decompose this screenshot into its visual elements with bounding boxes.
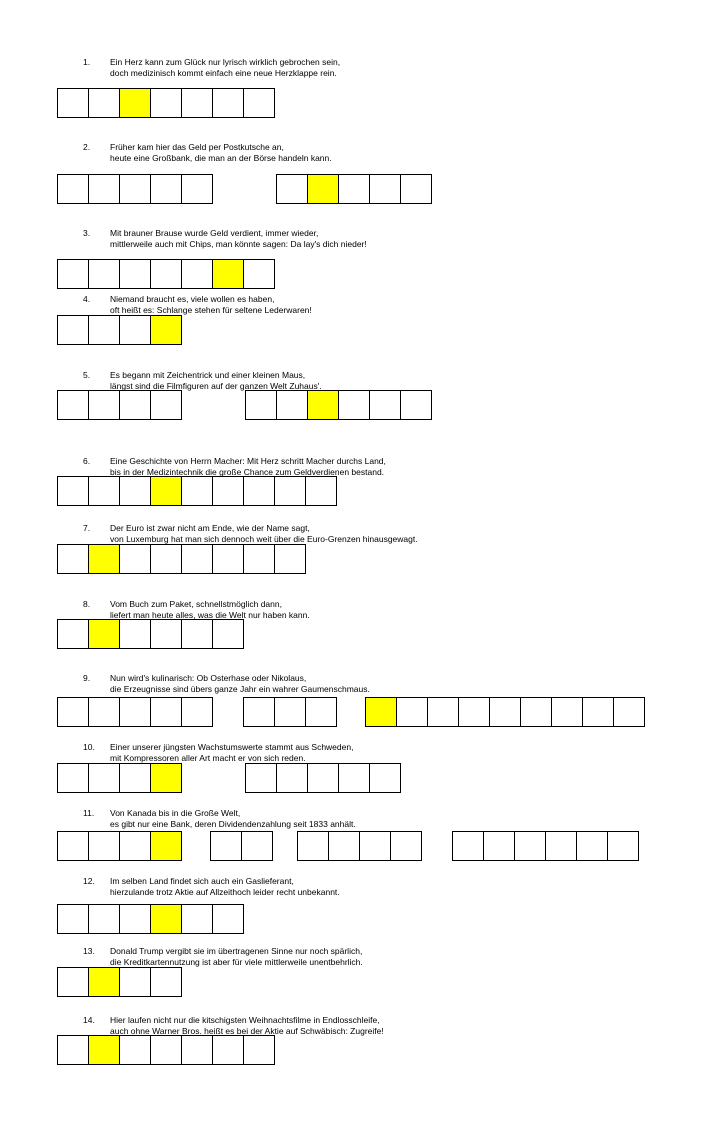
answer-word	[452, 831, 639, 861]
clue-text	[110, 57, 340, 79]
clue-number: 11.	[83, 808, 95, 818]
clue-text	[110, 142, 332, 164]
solution-letter-cell[interactable]	[120, 89, 151, 117]
letter-cell[interactable]	[58, 545, 89, 573]
clue-number: 6.	[83, 456, 91, 466]
clue-text	[110, 808, 356, 830]
solution-letter-cell[interactable]	[89, 545, 120, 573]
answer-word	[57, 544, 306, 574]
clue-number: 9.	[83, 673, 91, 683]
clue-text	[110, 599, 310, 621]
letter-cell[interactable]	[244, 1036, 275, 1064]
letter-cell[interactable]	[213, 905, 244, 933]
letter-cell[interactable]	[58, 316, 89, 344]
letter-cell[interactable]	[182, 620, 213, 648]
letter-cell[interactable]	[120, 1036, 151, 1064]
letter-cell[interactable]	[182, 477, 213, 505]
letter-cell[interactable]	[120, 620, 151, 648]
letter-cell[interactable]	[244, 89, 275, 117]
letter-cell[interactable]	[546, 832, 577, 860]
answer-word	[365, 697, 645, 727]
letter-cell[interactable]	[244, 698, 275, 726]
answer-word	[57, 88, 275, 118]
answer-word	[245, 763, 401, 793]
clue-line: hierzulande trotz Aktie auf Allzeithoch leider recht unbekannt.	[110, 887, 340, 897]
clue-line: doch medizinisch kommt einfach eine neue Herzklappe rein.	[110, 68, 337, 78]
solution-letter-cell[interactable]	[89, 968, 120, 996]
clue-line: Früher kam hier das Geld per Postkutsche an,	[110, 142, 284, 152]
letter-cell[interactable]	[58, 175, 89, 203]
clue-line: liefert man heute alles, was die Welt nur haben kann.	[110, 610, 310, 620]
letter-cell[interactable]	[120, 260, 151, 288]
letter-cell[interactable]	[151, 968, 182, 996]
clue-number: 1.	[83, 57, 91, 67]
letter-cell[interactable]	[89, 698, 120, 726]
letter-cell[interactable]	[89, 832, 120, 860]
letter-cell[interactable]	[213, 620, 244, 648]
letter-cell[interactable]	[459, 698, 490, 726]
clue-line: heute eine Großbank, die man an der Börse handeln kann.	[110, 153, 332, 163]
letter-cell[interactable]	[277, 391, 308, 419]
letter-cell[interactable]	[308, 764, 339, 792]
clue-line: die Erzeugnisse sind übers ganze Jahr ein wahrer Gaumenschmaus.	[110, 684, 370, 694]
clue-number: 8.	[83, 599, 91, 609]
letter-cell[interactable]	[577, 832, 608, 860]
letter-cell[interactable]	[151, 175, 182, 203]
letter-cell[interactable]	[151, 89, 182, 117]
clue-text	[110, 294, 312, 316]
letter-cell[interactable]	[89, 391, 120, 419]
clue-line: oft heißt es: Schlange stehen für seltene Lederwaren!	[110, 305, 312, 315]
letter-cell[interactable]	[614, 698, 645, 726]
answer-word	[57, 315, 182, 345]
answer-word	[57, 697, 213, 727]
solution-letter-cell[interactable]	[151, 905, 182, 933]
letter-cell[interactable]	[58, 905, 89, 933]
letter-cell[interactable]	[401, 175, 432, 203]
clue-line: Von Kanada bis in die Große Welt,	[110, 808, 241, 818]
letter-cell[interactable]	[58, 477, 89, 505]
letter-cell[interactable]	[151, 545, 182, 573]
answer-word	[243, 697, 337, 727]
answer-word	[245, 390, 432, 420]
clue-line: Nun wird's kulinarisch: Ob Osterhase oder Nikolaus,	[110, 673, 307, 683]
letter-cell[interactable]	[329, 832, 360, 860]
letter-cell[interactable]	[151, 391, 182, 419]
letter-cell[interactable]	[370, 391, 401, 419]
letter-cell[interactable]	[213, 545, 244, 573]
letter-cell[interactable]	[397, 698, 428, 726]
letter-cell[interactable]	[515, 832, 546, 860]
letter-cell[interactable]	[120, 545, 151, 573]
answer-word	[57, 619, 244, 649]
letter-cell[interactable]	[213, 1036, 244, 1064]
clue-text	[110, 523, 418, 545]
letter-cell[interactable]	[182, 89, 213, 117]
clue-line: Mit brauner Brause wurde Geld verdient, immer wieder,	[110, 228, 319, 238]
solution-letter-cell[interactable]	[151, 477, 182, 505]
letter-cell[interactable]	[58, 832, 89, 860]
letter-cell[interactable]	[182, 698, 213, 726]
letter-cell[interactable]	[120, 764, 151, 792]
letter-cell[interactable]	[151, 260, 182, 288]
clue-line: Im selben Land findet sich auch ein Gaslieferant,	[110, 876, 294, 886]
letter-cell[interactable]	[370, 175, 401, 203]
letter-cell[interactable]	[89, 477, 120, 505]
clue-line: Niemand braucht es, viele wollen es haben,	[110, 294, 275, 304]
letter-cell[interactable]	[552, 698, 583, 726]
solution-letter-cell[interactable]	[89, 620, 120, 648]
clue-line: Es begann mit Zeichentrick und einer kleinen Maus,	[110, 370, 306, 380]
letter-cell[interactable]	[58, 968, 89, 996]
letter-cell[interactable]	[246, 764, 277, 792]
answer-word	[57, 763, 182, 793]
clue-line: Vom Buch zum Paket, schnellstmöglich dann,	[110, 599, 282, 609]
letter-cell[interactable]	[306, 477, 337, 505]
letter-cell[interactable]	[360, 832, 391, 860]
clue-text	[110, 370, 322, 392]
clue-line: Einer unserer jüngsten Wachstumswerte stammt aus Schweden,	[110, 742, 354, 752]
letter-cell[interactable]	[58, 89, 89, 117]
clue-line: Der Euro ist zwar nicht am Ende, wie der Name sagt,	[110, 523, 310, 533]
letter-cell[interactable]	[151, 1036, 182, 1064]
letter-cell[interactable]	[151, 698, 182, 726]
letter-cell[interactable]	[89, 260, 120, 288]
letter-cell[interactable]	[428, 698, 459, 726]
clue-text	[110, 456, 386, 478]
letter-cell[interactable]	[89, 764, 120, 792]
solution-letter-cell[interactable]	[308, 175, 339, 203]
letter-cell[interactable]	[182, 175, 213, 203]
letter-cell[interactable]	[120, 316, 151, 344]
clue-text	[110, 673, 370, 695]
letter-cell[interactable]	[89, 905, 120, 933]
letter-cell[interactable]	[298, 832, 329, 860]
answer-word	[57, 174, 213, 204]
letter-cell[interactable]	[339, 391, 370, 419]
clue-line: mit Kompressoren aller Art macht er von sich reden.	[110, 753, 306, 763]
letter-cell[interactable]	[58, 260, 89, 288]
clue-number: 10.	[83, 742, 95, 752]
answer-word	[57, 967, 182, 997]
answer-word	[57, 390, 182, 420]
clue-number: 3.	[83, 228, 91, 238]
answer-word	[210, 831, 273, 861]
clue-line: Eine Geschichte von Herrn Macher: Mit Herz schritt Macher durchs Land,	[110, 456, 386, 466]
letter-cell[interactable]	[120, 698, 151, 726]
clue-number: 5.	[83, 370, 91, 380]
clue-number: 7.	[83, 523, 91, 533]
letter-cell[interactable]	[453, 832, 484, 860]
clue-text	[110, 876, 340, 898]
clue-number: 2.	[83, 142, 91, 152]
answer-word	[276, 174, 432, 204]
solution-letter-cell[interactable]	[151, 316, 182, 344]
clue-number: 14.	[83, 1015, 95, 1025]
clue-text	[110, 228, 367, 250]
letter-cell[interactable]	[151, 620, 182, 648]
letter-cell[interactable]	[120, 175, 151, 203]
letter-cell[interactable]	[120, 832, 151, 860]
clue-text	[110, 946, 363, 968]
letter-cell[interactable]	[583, 698, 614, 726]
letter-cell[interactable]	[275, 545, 306, 573]
letter-cell[interactable]	[521, 698, 552, 726]
letter-cell[interactable]	[244, 545, 275, 573]
letter-cell[interactable]	[244, 477, 275, 505]
clue-line: Ein Herz kann zum Glück nur lyrisch wirklich gebrochen sein,	[110, 57, 341, 67]
letter-cell[interactable]	[182, 260, 213, 288]
clue-line: bis in der Medizintechnik die große Chance zum Geldverdienen bestand.	[110, 467, 385, 477]
letter-cell[interactable]	[277, 175, 308, 203]
letter-cell[interactable]	[120, 477, 151, 505]
letter-cell[interactable]	[242, 832, 273, 860]
letter-cell[interactable]	[370, 764, 401, 792]
solution-letter-cell[interactable]	[151, 764, 182, 792]
letter-cell[interactable]	[490, 698, 521, 726]
letter-cell[interactable]	[58, 1036, 89, 1064]
letter-cell[interactable]	[211, 832, 242, 860]
letter-cell[interactable]	[213, 477, 244, 505]
letter-cell[interactable]	[120, 905, 151, 933]
letter-cell[interactable]	[244, 260, 275, 288]
letter-cell[interactable]	[89, 316, 120, 344]
letter-cell[interactable]	[89, 175, 120, 203]
letter-cell[interactable]	[58, 620, 89, 648]
clue-line: Hier laufen nicht nur die kitschigsten Weihnachtsfilme in Endlosschleife,	[110, 1015, 380, 1025]
solution-letter-cell[interactable]	[151, 832, 182, 860]
answer-word	[57, 476, 337, 506]
clue-line: mittlerweile auch mit Chips, man könnte sagen: Da lay's dich nieder!	[110, 239, 367, 249]
answer-word	[57, 259, 275, 289]
answer-word	[57, 831, 182, 861]
letter-cell[interactable]	[275, 477, 306, 505]
clue-line: die Kreditkartennutzung ist aber für viele mittlerweile unentbehrlich.	[110, 957, 363, 967]
letter-cell[interactable]	[58, 391, 89, 419]
answer-word	[297, 831, 422, 861]
solution-letter-cell[interactable]	[366, 698, 397, 726]
letter-cell[interactable]	[182, 905, 213, 933]
letter-cell[interactable]	[120, 968, 151, 996]
letter-cell[interactable]	[213, 89, 244, 117]
letter-cell[interactable]	[339, 175, 370, 203]
clue-line: auch ohne Warner Bros. heißt es bei der Aktie auf Schwäbisch: Zugreife!	[110, 1026, 384, 1036]
letter-cell[interactable]	[120, 391, 151, 419]
clue-number: 13.	[83, 946, 95, 956]
clue-number: 4.	[83, 294, 91, 304]
clue-line: Donald Trump vergibt sie im übertragenen Sinne nur noch spärlich,	[110, 946, 363, 956]
solution-letter-cell[interactable]	[308, 391, 339, 419]
letter-cell[interactable]	[275, 698, 306, 726]
clue-text	[110, 742, 353, 764]
clue-line: von Luxemburg hat man sich dennoch weit über die Euro-Grenzen hinausgewagt.	[110, 534, 418, 544]
clue-number: 12.	[83, 876, 95, 886]
letter-cell[interactable]	[182, 545, 213, 573]
letter-cell[interactable]	[277, 764, 308, 792]
letter-cell[interactable]	[58, 698, 89, 726]
letter-cell[interactable]	[246, 391, 277, 419]
letter-cell[interactable]	[608, 832, 639, 860]
clue-line: es gibt nur eine Bank, deren Dividendenzahlung seit 1833 anhält.	[110, 819, 356, 829]
clue-line: längst sind die Filmfiguren auf der ganzen Welt Zuhaus'.	[110, 381, 322, 391]
letter-cell[interactable]	[306, 698, 337, 726]
letter-cell[interactable]	[401, 391, 432, 419]
letter-cell[interactable]	[182, 1036, 213, 1064]
letter-cell[interactable]	[58, 764, 89, 792]
letter-cell[interactable]	[339, 764, 370, 792]
letter-cell[interactable]	[89, 89, 120, 117]
solution-letter-cell[interactable]	[89, 1036, 120, 1064]
clue-text	[110, 1015, 384, 1037]
letter-cell[interactable]	[484, 832, 515, 860]
answer-word	[57, 904, 244, 934]
letter-cell[interactable]	[391, 832, 422, 860]
solution-letter-cell[interactable]	[213, 260, 244, 288]
answer-word	[57, 1035, 275, 1065]
